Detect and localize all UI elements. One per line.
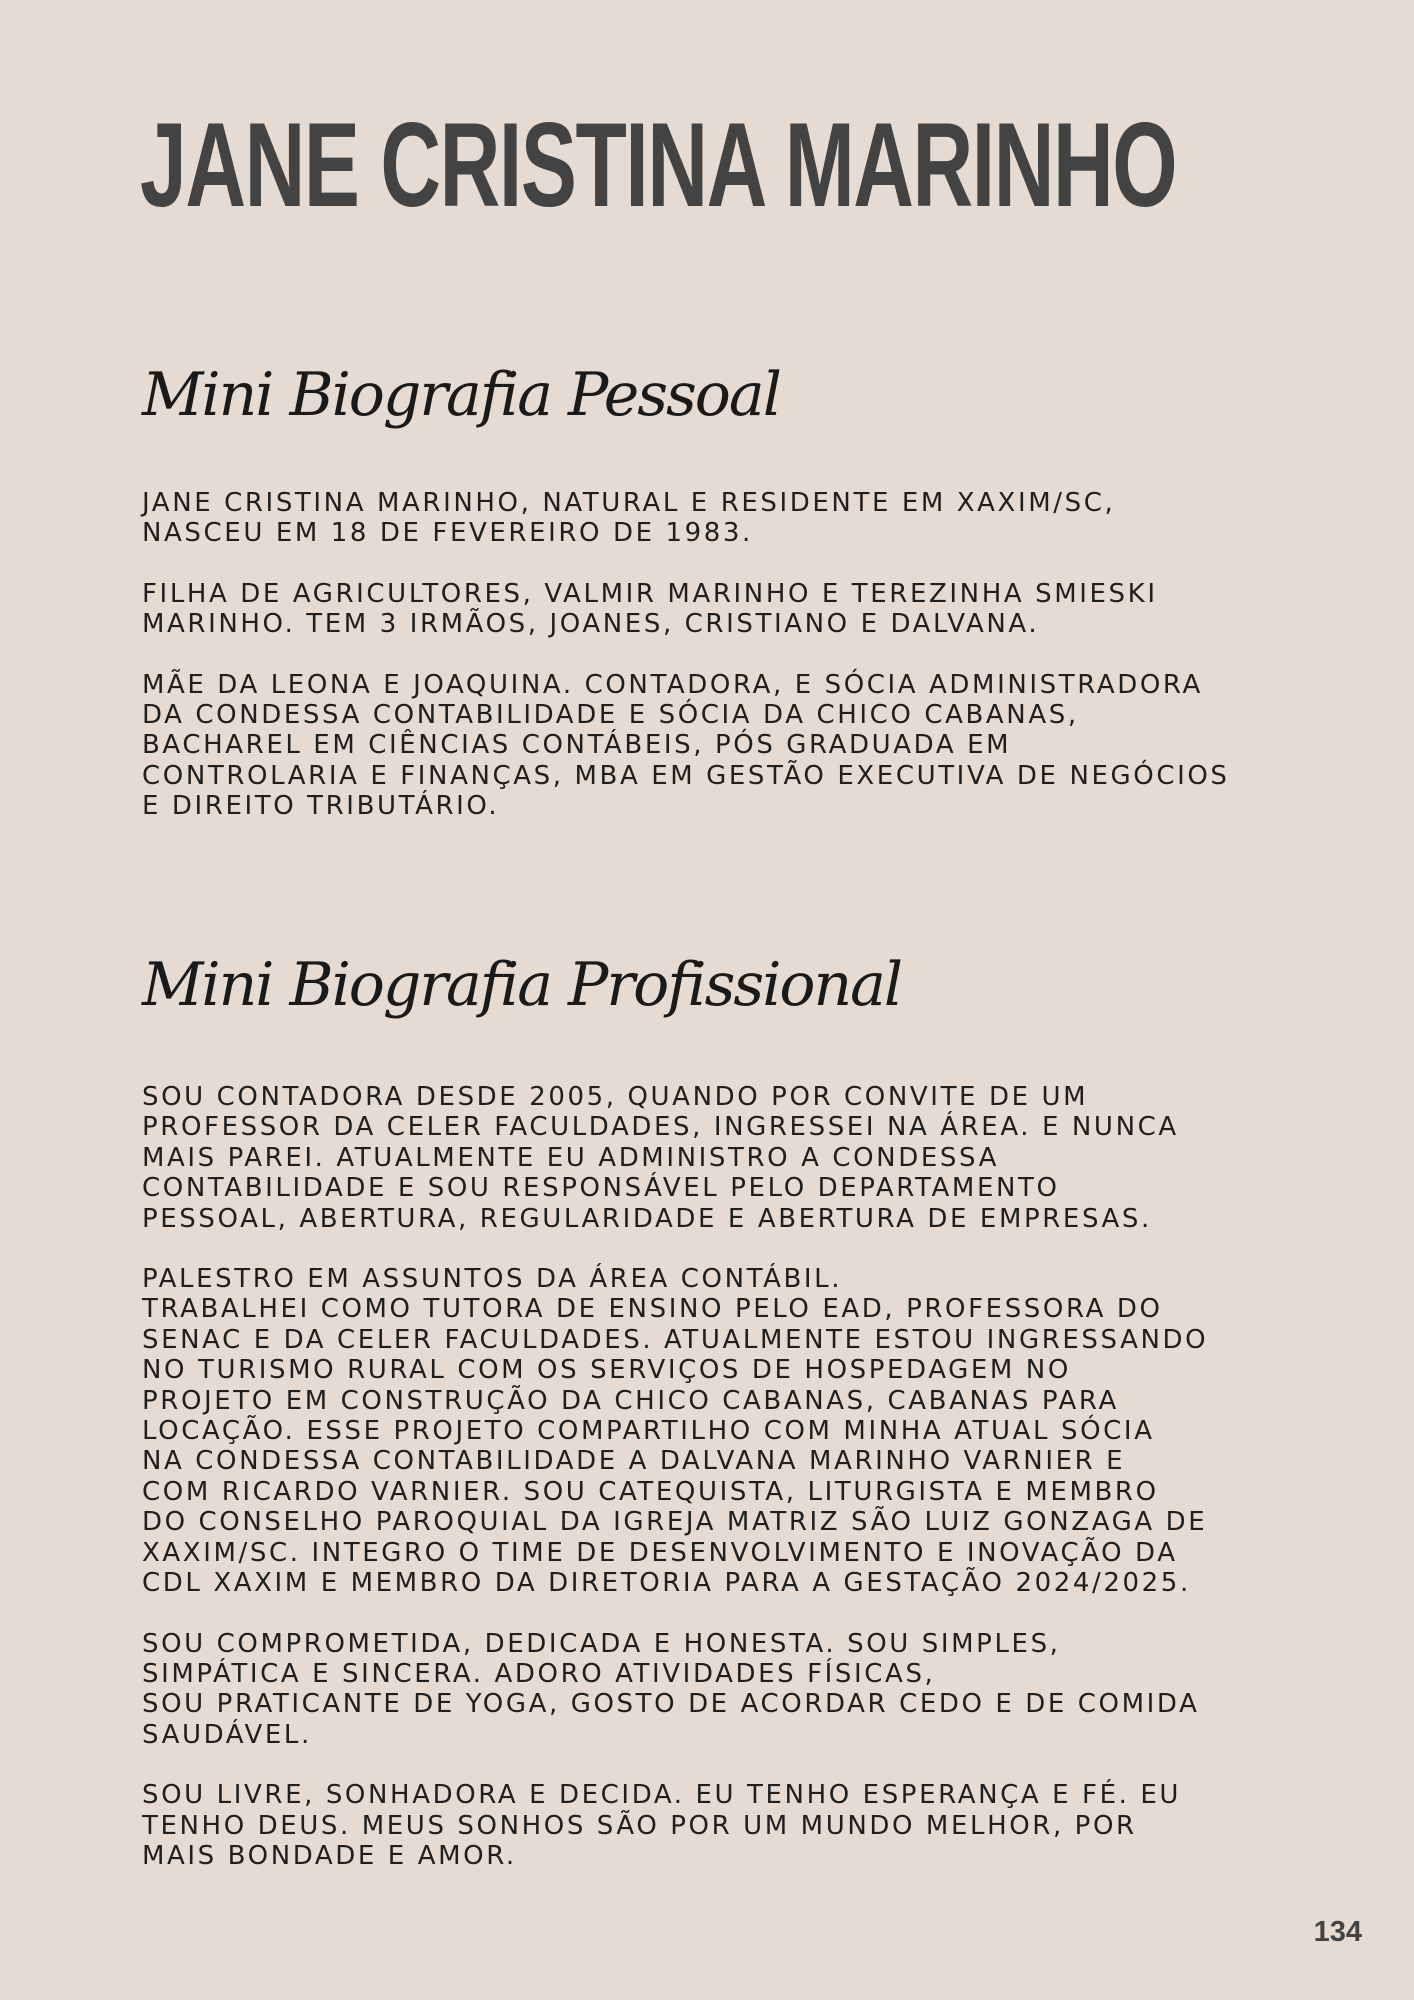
professional-bio-body xyxy=(142,1082,1322,1901)
personal-bio-paragraph: JANE CRISTINA MARINHO, NATURAL E RESIDENTE EM XAXIM/SC, NASCEU EM 18 DE FEVEREIRO DE 1983. xyxy=(142,488,1116,549)
personal-bio-paragraph: MÃE DA LEONA E JOAQUINA. CONTADORA, E SÓCIA ADMINISTRADORA DA CONDESSA CONTABILIDADE E SÓCIA DA CHICO CABANAS, BACHAREL EM CIÊNCIAS CONTÁBEIS, PÓS GRADUADA EM CONTROLARIA E FINANÇAS, MBA EM GESTÃO EXECUTIVA DE NEGÓCIOS E DIREITO TRIBUTÁRIO. xyxy=(142,669,1230,822)
professional-bio-paragraph: SOU LIVRE, SONHADORA E DECIDA. EU TENHO ESPERANÇA E FÉ. EU TENHO DEUS. MEUS SONHOS SÃO POR UM MUNDO MELHOR, POR MAIS BONDADE E AMOR. xyxy=(142,1780,1182,1871)
professional-bio-paragraph: SOU COMPROMETIDA, DEDICADA E HONESTA. SOU SIMPLES, SIMPÁTICA E SINCERA. ADORO ATIVIDADES FÍSICAS, SOU PRATICANTE DE YOGA, GOSTO DE ACORDAR CEDO E DE COMIDA SAUDÁVEL. xyxy=(142,1628,1200,1750)
personal-bio-heading: Mini Biografia Pessoal xyxy=(142,360,780,430)
professional-bio-heading: Mini Biografia Profissional xyxy=(142,950,902,1020)
page-number: 134 xyxy=(1313,1916,1362,1948)
professional-bio-paragraph: SOU CONTADORA DESDE 2005, QUANDO POR CONVITE DE UM PROFESSOR DA CELER FACULDADES, INGRESSEI NA ÁREA. E NUNCA MAIS PAREI. ATUALMENTE EU ADMINISTRO A CONDESSA CONTABILIDADE E SOU RESPONSÁVEL PELO DEPARTAMENTO PESSOAL, ABERTURA, REGULARIDADE E ABERTURA DE EMPRESAS. xyxy=(142,1082,1179,1234)
professional-bio-paragraph: PALESTRO EM ASSUNTOS DA ÁREA CONTÁBIL. TRABALHEI COMO TUTORA DE ENSINO PELO EAD, PROFESSORA DO SENAC E DA CELER FACULDADES. ATUALMENTE ESTOU INGRESSANDO NO TURISMO RURAL COM OS SERVIÇOS DE HOSPEDAGEM NO PROJETO EM CONSTRUÇÃO DA CHICO CABANAS, CABANAS PARA LOCAÇÃO. ESSE PROJETO COMPARTILHO COM MINHA ATUAL SÓCIA NA CONDESSA CONTABILIDADE A DALVANA MARINHO VARNIER E COM RICARDO VARNIER. SOU CATEQUISTA, LITURGISTA E MEMBRO DO CONSELHO PAROQUIAL DA IGREJA MATRIZ SÃO LUIZ GONZAGA DE XAXIM/SC. INTEGRO O TIME DE DESENVOLVIMENTO E INOVAÇÃO DA CDL XAXIM E MEMBRO DA DIRETORIA PARA A GESTAÇÃO 2024/2025. xyxy=(142,1264,1209,1599)
personal-bio-paragraph: FILHA DE AGRICULTORES, VALMIR MARINHO E TEREZINHA SMIESKI MARINHO. TEM 3 IRMÃOS, JOANES, CRISTIANO E DALVANA. xyxy=(142,578,1158,640)
page-title: JANE CRISTINA MARINHO xyxy=(140,98,1177,232)
personal-bio-body xyxy=(142,488,1322,852)
